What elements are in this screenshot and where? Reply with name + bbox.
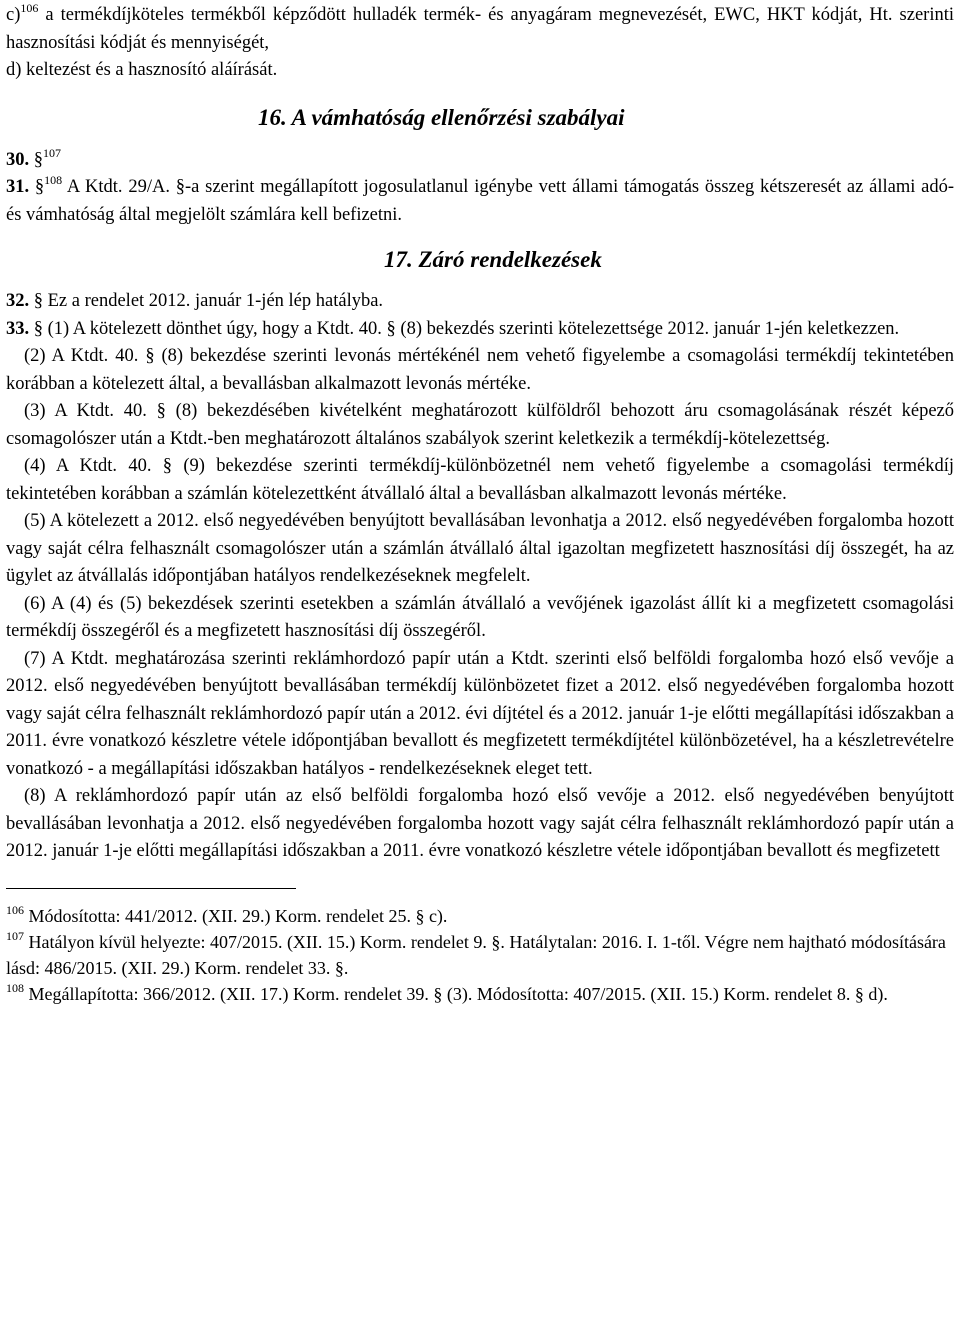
paragraph-d: d) keltezést és a hasznosító aláírását. [6, 60, 278, 80]
footnote-divider [6, 888, 296, 889]
section-33 [6, 316, 954, 344]
section-33-para-4: (4) A Ktdt. 40. § (9) bekezdése szerinti termékdíj-különbözetnél nem vehető figyelembe a csomagolási termékdíj tekintetében korábban a számlán kötelezettként átvállaló által a bevallásban alkalmazott levonás mértéke. [6, 456, 954, 504]
footnote-ref[interactable]: 106 [20, 1, 39, 15]
heading-title: Záró rendelkezések [418, 247, 602, 272]
footnote-number: 108 [6, 980, 24, 995]
section-33-para-5: (5) A kötelezett a 2012. első negyedévében benyújtott bevallásában levonhatja a 2012. első negyedévében forgalomba hozott vagy saját célra felhasznált csomagolószer után a számlán átvállaló által igazoltan megfizetett hasznosítási díj összegét, ha az ügylet az átvállalás időpontjában hatályos rendelkezéseknek megfelelt. [6, 511, 954, 586]
section-number: 31. [6, 177, 30, 197]
section-33-para-6: (6) A (4) és (5) bekezdések szerinti esetekben a számlán átvállaló a vevőjének igazolást állít ki a megfizetett csomagolási termékdíj összegéről és a megfizetett hasznosítási díj összegéről. [6, 593, 954, 641]
paragraph-sign: § [34, 177, 45, 197]
footnote-107 [6, 929, 954, 981]
heading-number: 17. [384, 247, 413, 272]
footnote-ref[interactable]: 108 [44, 173, 63, 187]
footnote-text: Hatályon kívül helyezte: 407/2015. (XII. 15.) Korm. rendelet 9. §. Hatálytalan: 2016. I. 1-től. Végre nem hajtható módosítására lásd: 486/2015. (XII. 29.) Korm. rendelet 33. §. [6, 931, 946, 978]
paragraph-c [6, 0, 954, 57]
footnote-text: Módosította: 441/2012. (XII. 29.) Korm. rendelet 25. § c). [24, 905, 448, 926]
section-33-para-7: (7) A Ktdt. meghatározása szerinti reklámhordozó papír után a Ktdt. szerinti első belföldi forgalomba hozó első vevője a 2012. első negyedévében benyújtott bevallásában termékdíj különbözetet fizet a 2012. első negyedévében forgalomba hozott vagy saját célra felhasznált reklámhordozó papír után a 2012. évi díjtétel és a 2012. január 1-je előtti megállapítási időszakban a 2011. évre vonatkozó készletre vétele időpontjában bevallott és megfizetett termékdíjtétel különbözetével, ha a készletrevételre vonatkozó - a megállapítási időszakban hatályos - rendelkezéseknek eleget tett. [6, 648, 954, 779]
footnote-ref[interactable]: 107 [43, 145, 61, 160]
section-heading-17 [384, 229, 954, 288]
paragraph-text: § (1) A kötelezett dönthet úgy, hogy a Ktdt. 40. § (8) bekezdés szerinti kötelezettsége 2012. január 1-jén keletkezzen. [29, 318, 900, 339]
footnote-text: Megállapította: 366/2012. (XII. 17.) Korm. rendelet 39. § (3). Módosította: 407/2015. (XII. 15.) Korm. rendelet 8. § d). [24, 983, 888, 1004]
footnote-108 [6, 981, 954, 1007]
paragraph-text: § Ez a rendelet 2012. január 1-jén lép hatályba. [29, 291, 384, 311]
paragraph-sign: § [33, 149, 43, 170]
section-33-para-3: (3) A Ktdt. 40. § (8) bekezdésében kivételként meghatározott külföldről behozott áru csomagolásának részét képező csomagolószer után a Ktdt.-ben meghatározott általános szabályok szerint keletkezik a termékdíj-kötelezettség. [6, 401, 954, 449]
section-number: 33. [6, 318, 30, 339]
item-label: c) [6, 5, 21, 25]
footnote-106 [6, 903, 954, 929]
paragraph-text: A Ktdt. 29/A. §-a szerint megállapított jogosulatlanul igénybe vett állami támogatás összeg kétszeresét az állami adó- és vámhatóság által megjelölt számlára kell befizetni. [6, 177, 954, 225]
section-32 [6, 288, 954, 316]
section-31 [6, 174, 954, 229]
footnote-number: 106 [6, 902, 24, 917]
section-number: 30. [6, 149, 30, 170]
paragraph-text: a termékdíjköteles termékből képződött hulladék termék- és anyagáram megnevezését, EWC, HKT kódját, Ht. szerinti hasznosítási kódját és mennyiségét, [6, 5, 954, 53]
section-33-para-8: (8) A reklámhordozó papír után az első belföldi forgalomba hozó első vevője a 2012. első negyedévében benyújtott bevallásában levonhatja a 2012. első negyedévében forgalomba hozott vagy saját célra felhasznált reklámhordozó papír után a 2012. január 1-je előtti megállapítási időszakban a 2011. évre vonatkozó készletre vétele időpontjában bevallott és megfizetett [6, 786, 954, 861]
section-33-para-2: (2) A Ktdt. 40. § (8) bekezdése szerinti levonás mértékénél nem vehető figyelembe a csomagolási termékdíj tekintetében korábban a kötelezett által, a bevallásban alkalmazott levonás mértéke. [6, 346, 954, 394]
section-number: 32. [6, 291, 30, 311]
section-heading-16: 16. A vámhatóság ellenőrzési szabályai [258, 104, 625, 130]
footnote-number: 107 [6, 928, 24, 943]
section-30 [6, 147, 954, 175]
